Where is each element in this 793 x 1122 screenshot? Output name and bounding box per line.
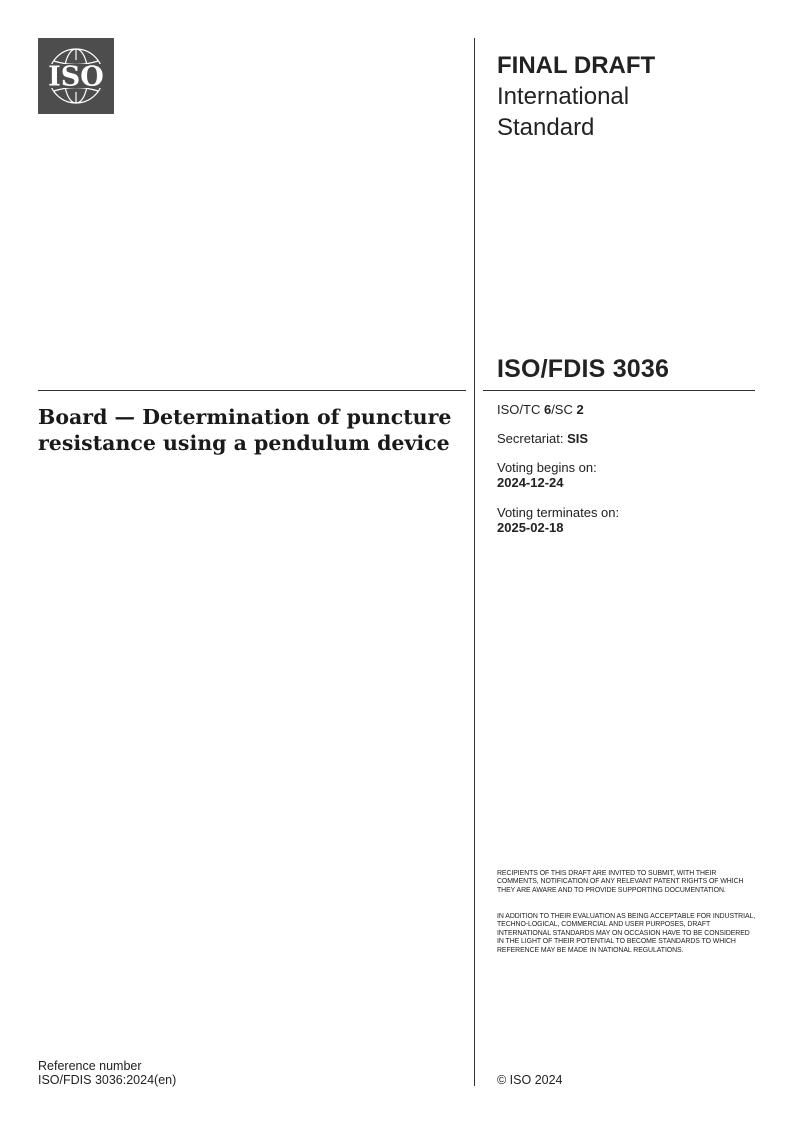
secretariat (497, 431, 588, 446)
document-title (38, 404, 458, 456)
reference-number (38, 1059, 176, 1087)
sc-number: 2 (576, 402, 584, 417)
voting-begins-label: Voting begins on: (497, 460, 597, 475)
voting-begins-date: 2024-12-24 (497, 475, 564, 490)
committee (497, 402, 584, 417)
globe-icon (38, 38, 114, 114)
doc-kind-line2: Standard (497, 114, 595, 141)
copyright: © ISO 2024 (497, 1073, 563, 1087)
horizontal-divider-right (483, 390, 755, 391)
document-type (497, 50, 757, 143)
iso-logo (38, 38, 114, 114)
doc-kind-line1: International (497, 83, 630, 110)
voting-terminates-label: Voting terminates on: (497, 505, 620, 520)
patent-notice: RECIPIENTS OF THIS DRAFT ARE INVITED TO SUBMIT, WITH THEIR COMMENTS, NOTIFICATION OF ANY RELEVANT PATENT RIGHTS OF WHICH THEY ARE AWARE AND TO PROVIDE SUPPORTING DOCUMENTATION. (497, 870, 744, 894)
reference-value: ISO/FDIS 3036:2024(en) (38, 1073, 177, 1087)
secretariat-label: Secretariat: (497, 431, 568, 446)
sc-prefix: /SC (551, 402, 577, 417)
voting-terminates-date: 2025-02-18 (497, 520, 564, 535)
voting-terminates (497, 505, 619, 535)
regulation-notice: IN ADDITION TO THEIR EVALUATION AS BEING ACCEPTABLE FOR INDUSTRIAL, TECHNO-LOGICAL, COMMERCIAL AND USER PURPOSES, DRAFT INTERNATIONAL STANDARDS MAY ON OCCASION HAVE TO BE CONSIDERED IN THE LIGHT OF THEIR POTENTIAL TO BECOME STANDARDS TO WHICH REFERENCE MAY BE MADE IN NATIONAL REGULATIONS. (497, 913, 756, 954)
voting-begins (497, 460, 597, 490)
vertical-divider (474, 38, 475, 1086)
draft-stage: FINAL DRAFT (497, 52, 656, 79)
secretariat-value: SIS (567, 431, 589, 446)
title-line-2: resistance using a pendulum device (38, 431, 450, 455)
horizontal-divider-left (38, 390, 466, 391)
reference-label: Reference number (38, 1059, 142, 1073)
document-number: ISO/FDIS 3036 (497, 355, 670, 383)
logo-text: ISO (48, 61, 104, 93)
title-line-1: Board — Determination of puncture (38, 405, 452, 429)
tc-number: 6 (543, 402, 552, 417)
tc-prefix: ISO/TC (497, 402, 544, 417)
